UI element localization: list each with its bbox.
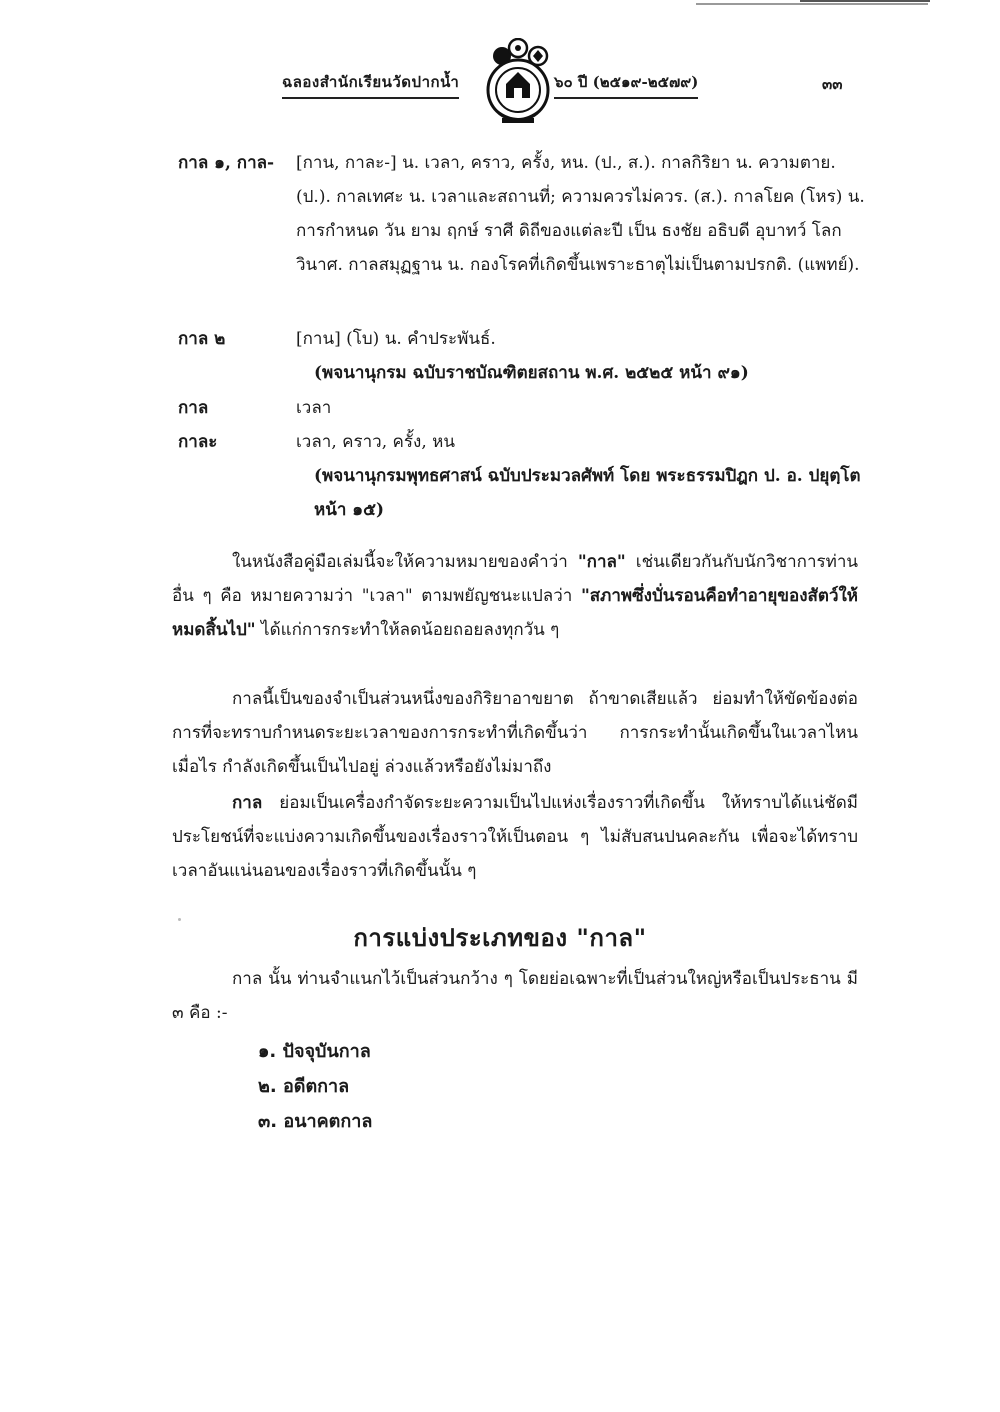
header-title: ฉลองสำนักเรียนวัดปากน้ำ	[282, 70, 459, 99]
scan-edge-line	[696, 3, 928, 5]
emphasis-term: "กาล"	[577, 552, 626, 572]
entry-definition: [กาน, กาละ-] น. เวลา, คราว, ครั้ง, หน. (ป., ส.). กาลกิริยา น. ความตาย. (ป.). กาลเทศะ น. เวลาและสถานที่; ความควรไม่ควร. (ส.). กาลโยค (โหร) น. การกำหนด วัน ยาม ฤกษ์ ราศี ดิถีของแต่ละปี เป็น ธงชัย อธิบดี อุบาทว์ โลกวินาศ. กาลสมุฏฐาน น. กองโรคที่เกิดขึ้นเพราะธาตุไม่เป็นตามปรกติ. (แพทย์).	[296, 153, 865, 275]
temple-seal-logo	[482, 38, 554, 128]
page-number: ๓๓	[822, 75, 843, 93]
entry-definition: [กาน] (โบ) น. คำประพันธ์.	[296, 329, 496, 349]
paragraph-text: ได้แก่การกระทำให้ลดน้อยถอยลงทุกวัน ๆ	[255, 620, 560, 640]
entry-reference: (พจนานุกรมพุทธศาสน์ ฉบับประมวลศัพท์ โดย พระธรรมปิฎก ป. อ. ปยุตฺโต หน้า ๑๕)	[314, 466, 861, 520]
header-anniversary: ๖๐ ปี (๒๕๑๙-๒๕๗๙)	[554, 70, 698, 99]
paragraph-text: กาล นั้น ท่านจำแนกไว้เป็นส่วนกว้าง ๆ โดยย่อเฉพาะที่เป็นส่วนใหญ่หรือเป็นประธาน มี ๓ คือ :-	[172, 969, 858, 1023]
body-paragraph	[172, 682, 858, 784]
body-paragraph	[172, 545, 858, 647]
entry-term: กาล ๑, กาล-	[178, 153, 275, 173]
emphasis-term: กาล	[232, 793, 263, 813]
paragraph-text: ในหนังสือคู่มือเล่มนี้จะให้ความหมายของคำว่า	[232, 552, 578, 572]
entry-term: กาล	[178, 398, 209, 418]
entry-definition: เวลา	[296, 398, 332, 418]
dictionary-entry	[178, 391, 868, 425]
dictionary-entry	[178, 146, 868, 321]
entry-definition-block	[296, 425, 876, 527]
entry-definition: เวลา, คราว, ครั้ง, หน	[296, 432, 455, 452]
paragraph-text: กาลนี้เป็นของจำเป็นส่วนหนึ่งของกิริยาอาขยาต ถ้าขาดเสียแล้ว ย่อมทำให้ขัดข้องต่อการที่จะทราบกำหนดระยะเวลาของการกระทำที่เกิดขึ้นว่า การกระทำนั้นเกิดขึ้นในเวลาไหน เมื่อไร กำลังเกิดขึ้นเป็นไปอยู่ ล่วงแล้วหรือยังไม่มาถึง	[172, 689, 858, 777]
paragraph-text: เช่นเดียวกันกับนักวิชาการท่านอื่น ๆ คือ หมายความว่า "เวลา" ตามพยัญชนะแปลว่า	[172, 552, 858, 606]
entry-term: กาละ	[178, 432, 218, 452]
emphasis-definition: "สภาพซึ่งบั่นรอนคือทำอายุของสัตว์ให้หมดสิ้นไป"	[172, 586, 858, 640]
list-item: ๑. ปัจจุบันกาล	[258, 1041, 371, 1062]
dictionary-entry	[178, 425, 868, 530]
paragraph-text: ย่อมเป็นเครื่องกำจัดระยะความเป็นไปแห่งเรื่องราวที่เกิดขึ้น ให้ทราบได้แน่ชัดมีประโยชน์ที่จะแบ่งความเกิดขึ้นของเรื่องราวให้เป็นตอน ๆ ไม่สับสนปนคละกัน เพื่อจะได้ทราบเวลาอันแน่นอนของเรื่องราวที่เกิดขึ้นนั้น ๆ	[172, 793, 858, 881]
section-intro	[172, 962, 858, 1030]
entry-definition-block	[296, 322, 876, 390]
list-item: ๓. อนาคตกาล	[258, 1111, 373, 1132]
entry-reference: (พจนานุกรม ฉบับราชบัณฑิตยสถาน พ.ศ. ๒๕๒๕ หน้า ๙๑)	[314, 363, 749, 383]
body-paragraph	[172, 786, 858, 888]
list-item: ๒. อดีตกาล	[258, 1076, 350, 1097]
page-header	[282, 38, 862, 130]
section-heading: การแบ่งประเภทของ "กาล"	[353, 924, 647, 952]
scan-edge-line	[800, 0, 930, 2]
entry-term: กาล ๒	[178, 329, 226, 349]
dictionary-entry	[178, 322, 868, 392]
